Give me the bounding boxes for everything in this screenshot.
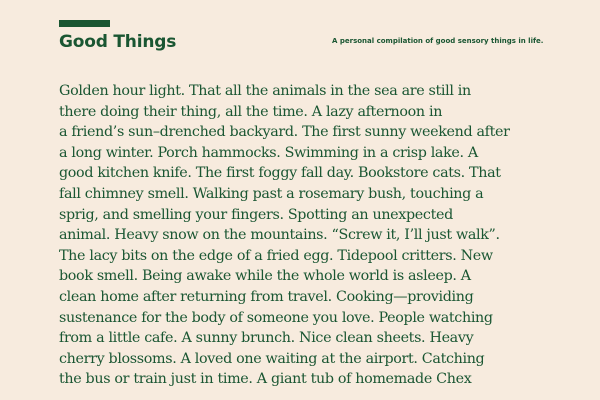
text-line: animal. Heavy snow on the mountains. “Screw it, I’ll just walk”. [59,227,500,244]
text-line: book smell. Being awake while the whole world is asleep. A [59,268,471,285]
text-line: fall chimney smell. Walking past a rosemary bush, touching a [59,185,484,202]
good-things-text [59,81,549,390]
site-title[interactable]: Good Things [59,32,177,52]
text-line: there doing their thing, all the time. A lazy afternoon in [59,103,443,120]
text-line: sustenance for the body of someone you love. People watching [59,309,493,326]
text-line: The lacy bits on the edge of a fried egg. Tidepool critters. New [59,247,493,264]
text-line: cherry blossoms. A loved one waiting at the airport. Catching [59,350,485,367]
text-line: clean home after returning from travel. Cooking—providing [59,288,474,305]
text-line: sprig, and smelling your fingers. Spotting an unexpected [59,206,453,223]
text-line: Golden hour light. That all the animals in the sea are still in [59,83,471,99]
text-line: good kitchen knife. The first foggy fall day. Bookstore cats. That [59,165,501,182]
text-line: a friend’s sun–drenched backyard. The first sunny weekend after [59,124,510,141]
text-line: from a little cafe. A sunny brunch. Nice clean sheets. Heavy [59,330,474,347]
text-line: a long winter. Porch hammocks. Swimming in a crisp lake. A [59,144,478,161]
brand-bar [59,20,110,27]
site-tagline: A personal compilation of good sensory things in life. [332,37,544,45]
text-line: the bus or train just in time. A giant tub of homemade Chex [59,371,472,388]
